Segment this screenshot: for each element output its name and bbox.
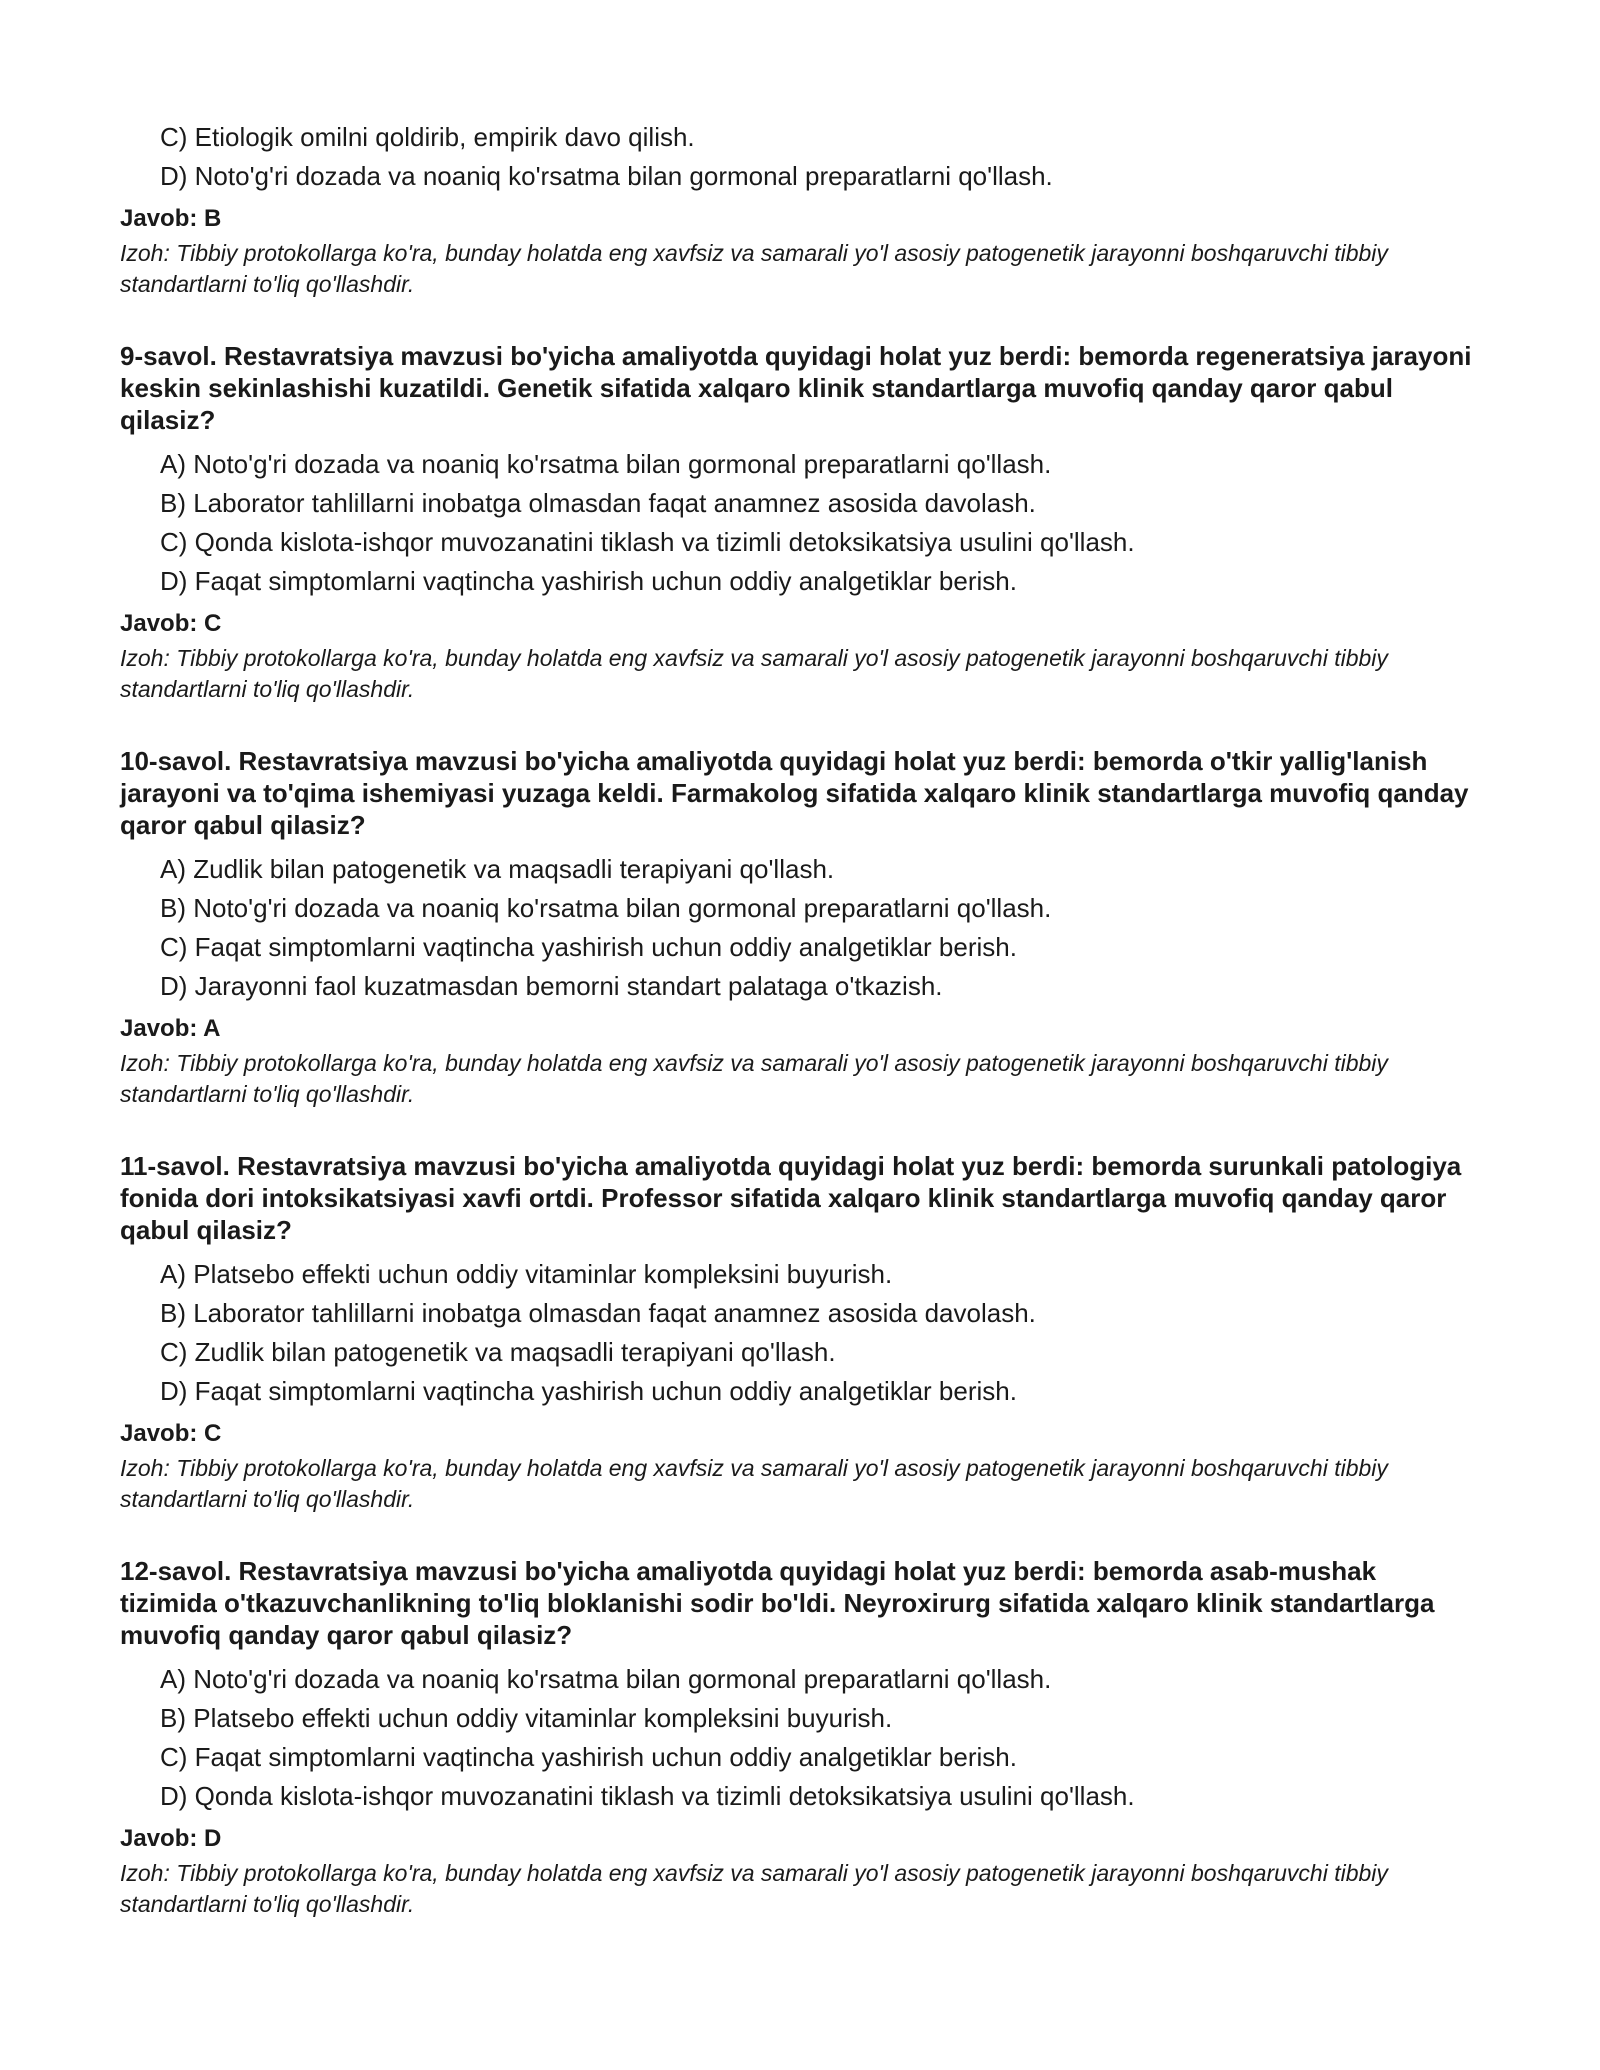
answer-option: A) Noto'g'ri dozada va noaniq ko'rsatma bilan gormonal preparatlarni qo'llash.: [160, 449, 1052, 479]
answer-option: C) Zudlik bilan patogenetik va maqsadli terapiyani qo'llash.: [160, 1337, 836, 1367]
question-block: [120, 1555, 1480, 1920]
correct-answer: Javob: C: [120, 610, 222, 637]
explanation-note: Izoh: Tibbiy protokollarga ko'ra, bunday holatda eng xavfsiz va samarali yo'l asosiy patogenetik jarayonni boshqaruvchi tibbiy standartlarni to'liq qo'llashdir.: [120, 1455, 1388, 1512]
answer-option: C) Faqat simptomlarni vaqtincha yashirish uchun oddiy analgetiklar berish.: [160, 932, 1017, 962]
explanation-note: Izoh: Tibbiy protokollarga ko'ra, bunday holatda eng xavfsiz va samarali yo'l asosiy patogenetik jarayonni boshqaruvchi tibbiy standartlarni to'liq qo'llashdir.: [120, 1050, 1388, 1107]
correct-answer: Javob: A: [120, 1015, 221, 1042]
answer-option: A) Zudlik bilan patogenetik va maqsadli terapiyani qo'llash.: [160, 854, 835, 884]
carryover-block: [120, 118, 1480, 300]
answer-option: A) Noto'g'ri dozada va noaniq ko'rsatma bilan gormonal preparatlarni qo'llash.: [160, 1664, 1052, 1694]
question-block: [120, 1150, 1480, 1515]
answer-option: B) Platsebo effekti uchun oddiy vitaminlar kompleksini buyurish.: [160, 1703, 893, 1733]
answer-option: B) Laborator tahlillarni inobatga olmasdan faqat anamnez asosida davolash.: [160, 488, 1036, 518]
answer-option: D) Jarayonni faol kuzatmasdan bemorni standart palataga o'tkazish.: [160, 971, 943, 1001]
document-page: [120, 118, 1480, 1920]
question-block: [120, 340, 1480, 705]
explanation-note: Izoh: Tibbiy protokollarga ko'ra, bunday holatda eng xavfsiz va samarali yo'l asosiy patogenetik jarayonni boshqaruvchi tibbiy standartlarni to'liq qo'llashdir.: [120, 645, 1388, 702]
answer-option: B) Laborator tahlillarni inobatga olmasdan faqat anamnez asosida davolash.: [160, 1298, 1036, 1328]
question-text: 11-savol. Restavratsiya mavzusi bo'yicha amaliyotda quyidagi holat yuz berdi: bemorda surunkali patologiya fonida dori intoksikatsiyasi xavfi ortdi. Professor sifatida xalqaro klinik standartlarga muvofiq qanday qaror qabul qilasiz?: [120, 1151, 1462, 1245]
answer-option: C) Etiologik omilni qoldirib, empirik davo qilish.: [160, 122, 695, 152]
question-block: [120, 745, 1480, 1110]
answer-option: D) Faqat simptomlarni vaqtincha yashirish uchun oddiy analgetiklar berish.: [160, 1376, 1017, 1406]
answer-option: C) Qonda kislota-ishqor muvozanatini tiklash va tizimli detoksikatsiya usulini qo'llash.: [160, 527, 1135, 557]
answer-option: D) Qonda kislota-ishqor muvozanatini tiklash va tizimli detoksikatsiya usulini qo'llash.: [160, 1781, 1135, 1811]
answer-option: D) Noto'g'ri dozada va noaniq ko'rsatma bilan gormonal preparatlarni qo'llash.: [160, 161, 1053, 191]
correct-answer: Javob: C: [120, 1420, 222, 1447]
question-text: 9-savol. Restavratsiya mavzusi bo'yicha amaliyotda quyidagi holat yuz berdi: bemorda regeneratsiya jarayoni keskin sekinlashishi kuzatildi. Genetik sifatida xalqaro klinik standartlarga muvofiq qanday qaror qabul qilasiz?: [120, 341, 1472, 435]
answer-option: A) Platsebo effekti uchun oddiy vitaminlar kompleksini buyurish.: [160, 1259, 893, 1289]
explanation-note: Izoh: Tibbiy protokollarga ko'ra, bunday holatda eng xavfsiz va samarali yo'l asosiy patogenetik jarayonni boshqaruvchi tibbiy standartlarni to'liq qo'llashdir.: [120, 240, 1388, 297]
correct-answer: Javob: B: [120, 205, 222, 232]
answer-option: D) Faqat simptomlarni vaqtincha yashirish uchun oddiy analgetiklar berish.: [160, 566, 1017, 596]
question-text: 10-savol. Restavratsiya mavzusi bo'yicha amaliyotda quyidagi holat yuz berdi: bemorda o'tkir yallig'lanish jarayoni va to'qima ishemiyasi yuzaga keldi. Farmakolog sifatida xalqaro klinik standartlarga muvofiq qanday qaror qabul qilasiz?: [120, 746, 1469, 840]
explanation-note: Izoh: Tibbiy protokollarga ko'ra, bunday holatda eng xavfsiz va samarali yo'l asosiy patogenetik jarayonni boshqaruvchi tibbiy standartlarni to'liq qo'llashdir.: [120, 1860, 1388, 1917]
answer-option: B) Noto'g'ri dozada va noaniq ko'rsatma bilan gormonal preparatlarni qo'llash.: [160, 893, 1052, 923]
question-text: 12-savol. Restavratsiya mavzusi bo'yicha amaliyotda quyidagi holat yuz berdi: bemorda asab-mushak tizimida o'tkazuvchanlikning to'liq bloklanishi sodir bo'ldi. Neyroxirurg sifatida xalqaro klinik standartlarga muvofiq qanday qaror qabul qilasiz?: [120, 1556, 1435, 1650]
correct-answer: Javob: D: [120, 1825, 222, 1852]
answer-option: C) Faqat simptomlarni vaqtincha yashirish uchun oddiy analgetiklar berish.: [160, 1742, 1017, 1772]
